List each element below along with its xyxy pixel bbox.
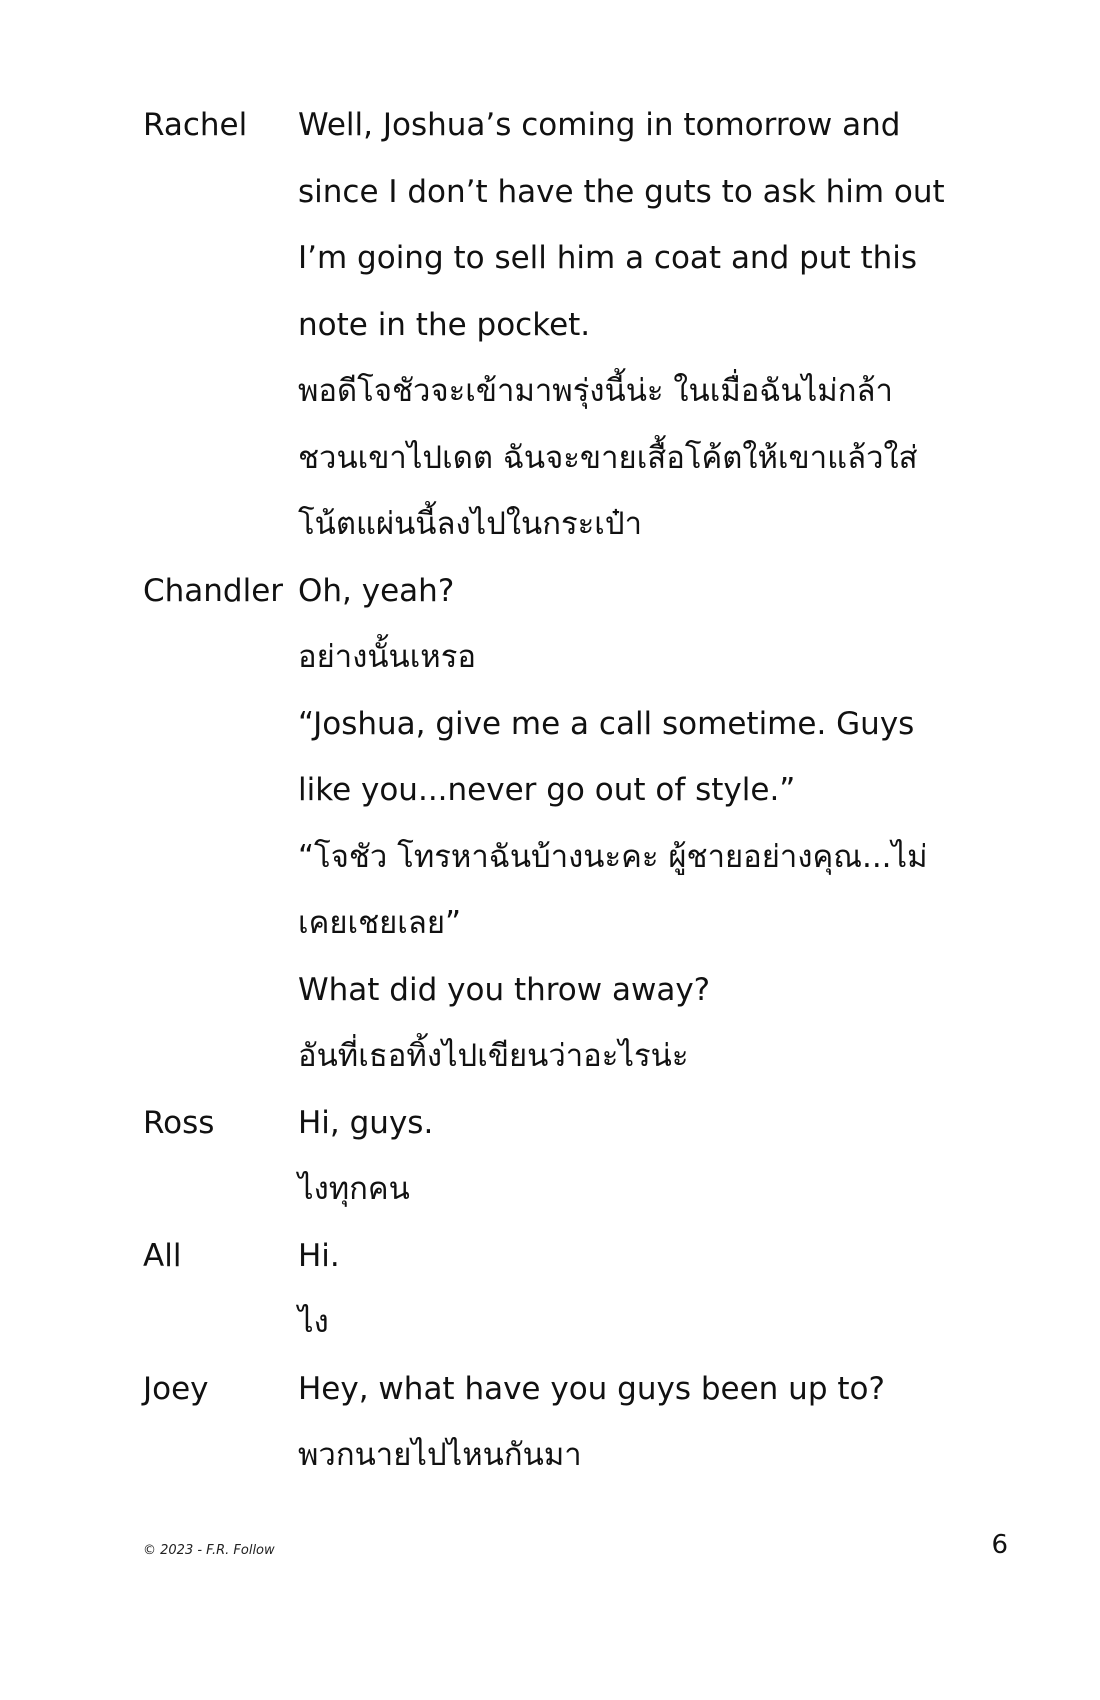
dialogue-line: I’m going to sell him a coat and put this	[298, 240, 918, 276]
dialogue-block-ross	[143, 1090, 1023, 1223]
speaker-name: Joey	[143, 1370, 209, 1407]
speaker-name: All	[143, 1237, 182, 1274]
dialogue-lines	[298, 92, 1018, 558]
dialogue-line: ไง	[298, 1304, 329, 1340]
page-number: 6	[991, 1530, 1008, 1560]
speaker-name: Chandler	[143, 572, 284, 609]
dialogue-line: พวกนายไปไหนกันมา	[298, 1437, 582, 1473]
dialogue-line: since I don’t have the guts to ask him out	[298, 173, 945, 210]
dialogue-lines	[298, 1223, 1018, 1356]
dialogue-lines	[298, 1356, 1018, 1489]
dialogue-line: “Joshua, give me a call sometime. Guys	[298, 705, 915, 742]
dialogue-block-all	[143, 1223, 1023, 1356]
dialogue-block-chandler	[143, 558, 1023, 1090]
dialogue-line: ชวนเขาไปเดต ฉันจะขายเสื้อโค้ตให้เขาแล้วใส่	[298, 439, 918, 476]
dialogue-lines	[298, 558, 1018, 1090]
dialogue-block-rachel	[143, 92, 1023, 558]
dialogue-script	[143, 92, 1023, 1489]
dialogue-line: Hey, what have you guys been up to?	[298, 1370, 885, 1407]
dialogue-lines	[298, 1090, 1018, 1223]
dialogue-line: ไงทุกคน	[298, 1171, 410, 1207]
dialogue-line: like you...never go out of style.”	[298, 772, 796, 808]
dialogue-line: อย่างนั้นเหรอ	[298, 639, 477, 675]
dialogue-line: อันที่เธอทิ้งไปเขียนว่าอะไรน่ะ	[298, 1038, 689, 1074]
speaker-name: Rachel	[143, 107, 248, 143]
dialogue-line: What did you throw away?	[298, 971, 711, 1008]
dialogue-line: โน้ตแผ่นนี้ลงไปในกระเป๋า	[298, 506, 642, 542]
dialogue-line: Hi, guys.	[298, 1104, 434, 1141]
dialogue-line: Well, Joshua’s coming in tomorrow and	[298, 107, 901, 143]
dialogue-line: note in the pocket.	[298, 306, 591, 343]
dialogue-line: Oh, yeah?	[298, 572, 455, 609]
copyright-notice: © 2023 - F.R. Follow	[143, 1543, 275, 1558]
dialogue-line: “โจชัว โทรหาฉันบ้างนะคะ ผู้ชายอย่างคุณ...ไม่	[298, 838, 928, 875]
dialogue-line: เคยเชยเลย”	[298, 905, 462, 941]
dialogue-line: พอดีโจชัวจะเข้ามาพรุ่งนี้น่ะ ในเมื่อฉันไม่กล้า	[298, 373, 893, 409]
dialogue-line: Hi.	[298, 1237, 340, 1274]
speaker-name: Ross	[143, 1104, 215, 1141]
dialogue-block-joey	[143, 1356, 1023, 1489]
